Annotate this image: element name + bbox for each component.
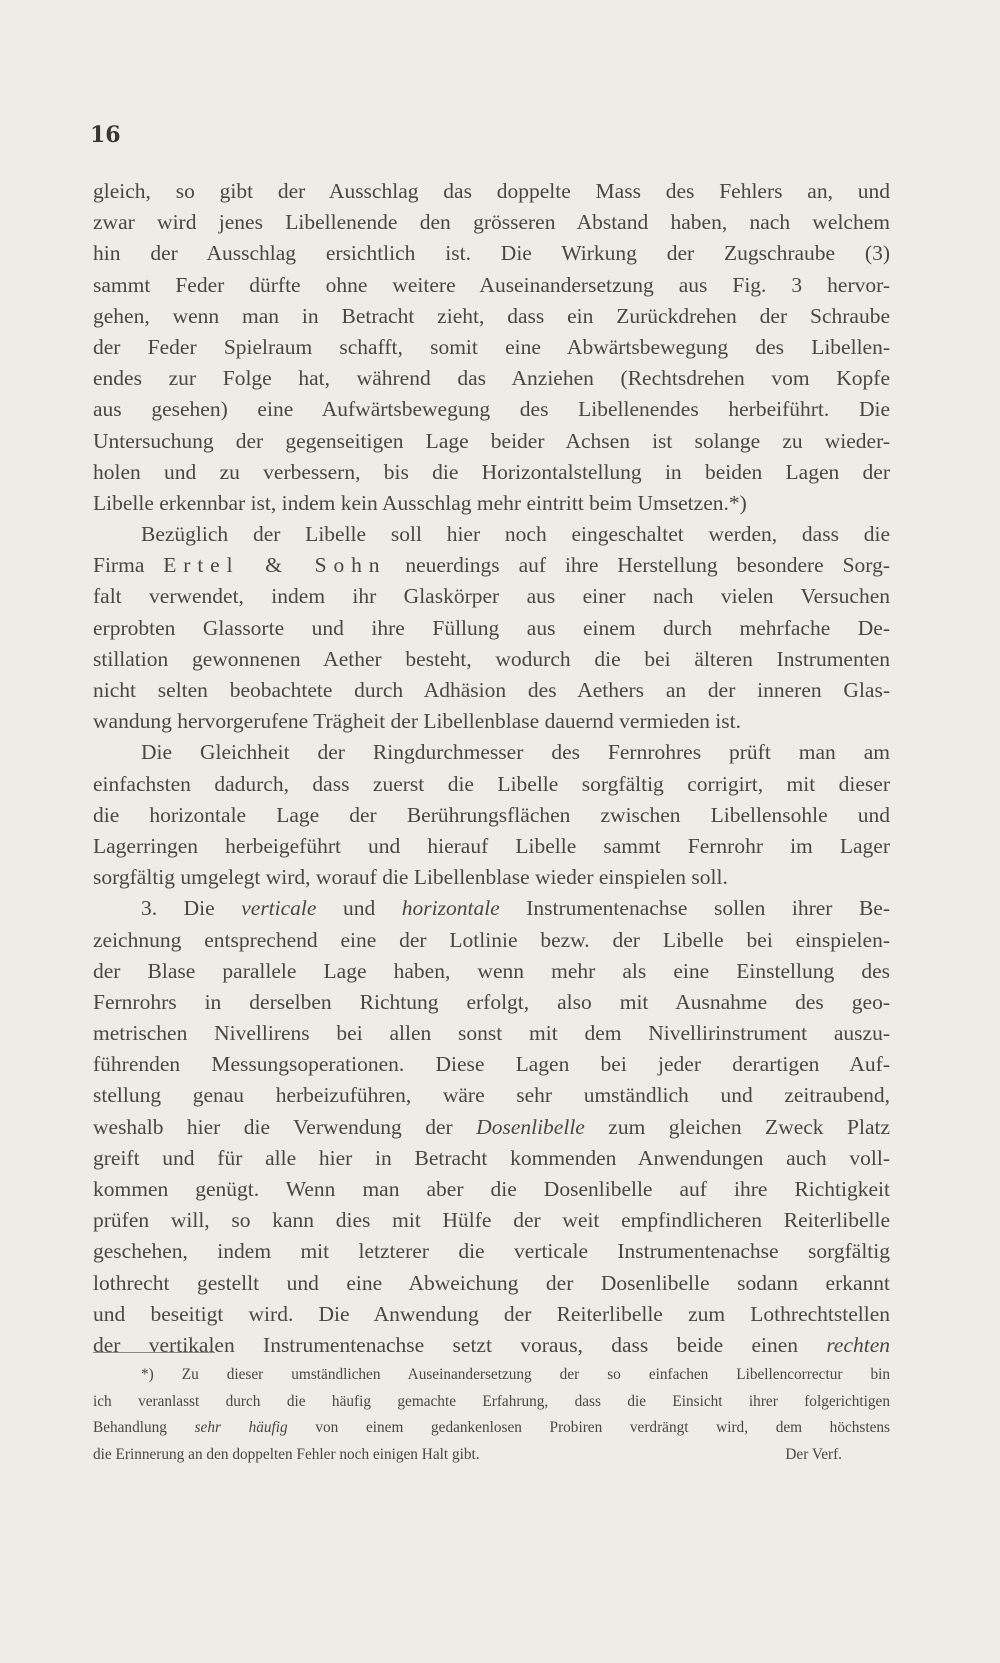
text-line: sammt Feder dürfte ohne weitere Auseinandersetzung aus Fig. 3 hervor- bbox=[93, 272, 890, 297]
text-run: die Erinnerung an den doppelten Fehler noch einigen Halt gibt. bbox=[93, 1445, 480, 1463]
text-line: einfachsten dadurch, dass zuerst die Libelle sorgfältig corrigirt, mit dieser bbox=[93, 771, 890, 796]
text-line: und beseitigt wird. Die Anwendung der Reiterlibelle zum Lothrechtstellen bbox=[93, 1301, 890, 1326]
text-line: gehen, wenn man in Betracht zieht, dass ein Zurückdrehen der Schraube bbox=[93, 303, 890, 328]
footnote-line: ich veranlasst durch die häufig gemachte Erfahrung, dass die Einsicht ihrer folgerichtigen bbox=[93, 1392, 890, 1410]
text-run: zum gleichen Zweck Platz bbox=[584, 1114, 891, 1139]
text-line: gleich, so gibt der Ausschlag das doppelte Mass des Fehlers an, und bbox=[93, 179, 890, 203]
text-line: nicht selten beobachtete durch Adhäsion des Aethers an der inneren Glas- bbox=[93, 678, 890, 702]
text-line: wandung hervorgerufene Trägheit der Libellenblase dauernd vermieden ist. bbox=[93, 709, 741, 734]
text-line bbox=[93, 550, 890, 581]
text-run: Behandlung bbox=[93, 1419, 195, 1436]
text-run: weshalb hier die Verwendung der bbox=[93, 1114, 477, 1139]
text-line: stillation gewonnenen Aether besteht, wodurch die bei älteren Instrumenten bbox=[93, 646, 890, 671]
text-line: die horizontale Lage der Berührungsflächen zwischen Libellensohle und bbox=[93, 802, 890, 827]
text-run: Firma bbox=[93, 553, 164, 578]
text-line: Lagerringen herbeigeführt und hierauf Libelle sammt Fernrohr im Lager bbox=[93, 833, 890, 858]
text-line bbox=[93, 893, 890, 924]
text-line: sorgfältig umgelegt wird, worauf die Libellenblase wieder einspielen soll. bbox=[93, 865, 728, 890]
italic-term: sehr häufig bbox=[194, 1419, 288, 1436]
text-line: aus gesehen) eine Aufwärtsbewegung des Libellenendes herbeiführt. Die bbox=[93, 397, 890, 422]
italic-term: horizontale bbox=[401, 896, 500, 921]
text-line: Libelle erkennbar ist, indem kein Ausschlag mehr eintritt beim Umsetzen.*) bbox=[93, 490, 747, 515]
text-line: Untersuchung der gegenseitigen Lage beider Achsen ist solange zu wieder- bbox=[93, 428, 890, 453]
text-line: Bezüglich der Libelle soll hier noch eingeschaltet werden, dass die bbox=[141, 522, 890, 547]
text-line: der Blase parallele Lage haben, wenn mehr als eine Einstellung des bbox=[93, 958, 890, 983]
text-run: von einem gedankenlosen Probiren verdrängt wird, dem höchstens bbox=[287, 1419, 891, 1436]
page-number: 16 bbox=[90, 122, 121, 148]
text-run: der vertikalen Instrumentenachse setzt voraus, dass beide einen bbox=[93, 1332, 827, 1357]
text-line bbox=[93, 1330, 890, 1361]
text-run: Instrumentenachse sollen ihrer Be- bbox=[499, 896, 891, 921]
text-line: greift und für alle hier in Betracht kommenden Anwendungen auch voll- bbox=[93, 1145, 890, 1170]
footnote-line bbox=[93, 1415, 890, 1442]
footnote-line bbox=[93, 1442, 890, 1469]
text-run: neuerdings auf ihre Herstellung besondere Sorg- bbox=[386, 553, 890, 578]
footnote-line: *) Zu dieser umständlichen Auseinandersetzung der so einfachen Libellencorrectur bin bbox=[141, 1366, 890, 1383]
text-line: führenden Messungsoperationen. Diese Lagen bei jeder derartigen Auf- bbox=[93, 1052, 890, 1077]
text-line: hin der Ausschlag ersichtlich ist. Die Wirkung der Zugschraube (3) bbox=[93, 241, 890, 266]
text-line: geschehen, indem mit letzterer die verticale Instrumentenachse sorgfältig bbox=[93, 1239, 890, 1264]
text-line: metrischen Nivellirens bei allen sonst mit dem Nivellirinstrument auszu- bbox=[93, 1021, 890, 1046]
text-line: lothrecht gestellt und eine Abweichung der Dosenlibelle sodann erkannt bbox=[93, 1270, 890, 1295]
text-line: zeichnung entsprechend eine der Lotlinie bezw. der Libelle bei einspielen- bbox=[93, 927, 890, 952]
text-line: Fernrohrs in derselben Richtung erfolgt, also mit Ausnahme des geo- bbox=[93, 989, 890, 1014]
text-line bbox=[93, 1112, 890, 1143]
text-line: erprobten Glassorte und ihre Füllung aus einem durch mehrfache De- bbox=[93, 615, 890, 640]
text-line: zwar wird jenes Libellenende den grösseren Abstand haben, nach welchem bbox=[93, 210, 890, 235]
text-line: holen und zu verbessern, bis die Horizontalstellung in beiden Lagen der bbox=[93, 459, 890, 484]
text-line: kommen genügt. Wenn man aber die Dosenlibelle auf ihre Richtigkeit bbox=[93, 1177, 890, 1201]
text-line: falt verwendet, indem ihr Glaskörper aus einer nach vielen Versuchen bbox=[93, 584, 890, 609]
footnote-divider bbox=[93, 1352, 215, 1353]
italic-term: Dosenlibelle bbox=[476, 1114, 585, 1139]
footnote bbox=[93, 1362, 890, 1468]
text-run: 3. Die bbox=[141, 896, 242, 921]
text-line: Die Gleichheit der Ringdurchmesser des Fernrohres prüft man am bbox=[141, 740, 890, 765]
text-line: stellung genau herbeizuführen, wäre sehr umständlich und zeitraubend, bbox=[93, 1083, 890, 1108]
text-line: prüfen will, so kann dies mit Hülfe der weit empfindlicheren Reiterlibelle bbox=[93, 1208, 890, 1233]
italic-term: rechten bbox=[826, 1332, 890, 1357]
main-text bbox=[93, 176, 890, 1361]
text-line: der Feder Spielraum schafft, somit eine Abwärtsbewegung des Libellen- bbox=[93, 334, 890, 359]
text-run: und bbox=[316, 896, 402, 921]
text-line: endes zur Folge hat, während das Anziehen (Rechtsdrehen vom Kopfe bbox=[93, 366, 890, 391]
italic-term: verticale bbox=[241, 896, 317, 921]
company-name: Ertel & Sohn bbox=[163, 553, 387, 578]
footnote-signature: Der Verf. bbox=[785, 1445, 842, 1463]
